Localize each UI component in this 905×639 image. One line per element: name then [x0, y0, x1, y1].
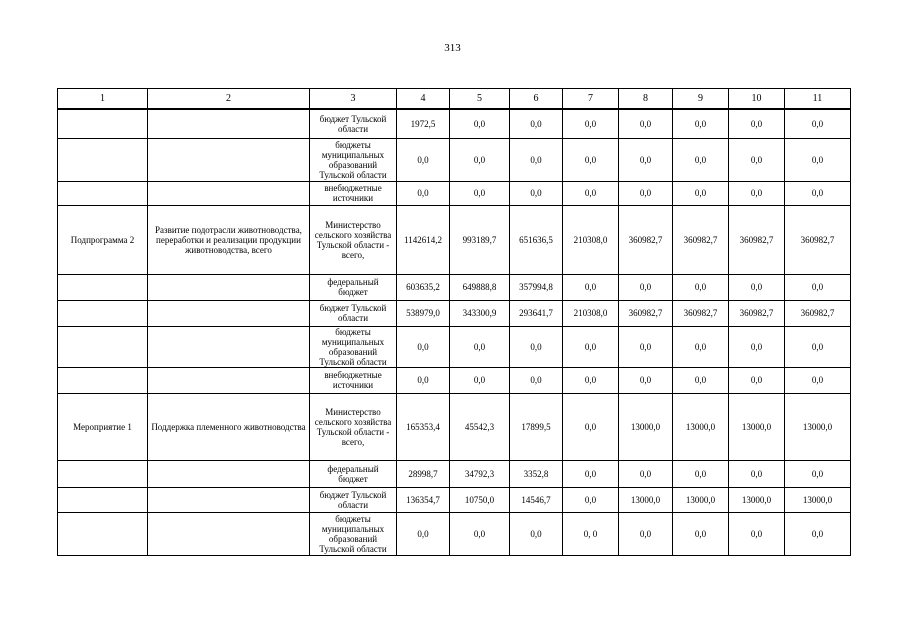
value-cell: 0,0 — [619, 138, 673, 181]
value-cell: 343300,9 — [450, 300, 510, 326]
table-row — [58, 393, 851, 460]
value-cell: 0,0 — [729, 274, 785, 300]
value-cell: 1972,5 — [397, 109, 450, 138]
value-cell: 0,0 — [510, 181, 563, 205]
value-cell: 0,0 — [619, 326, 673, 367]
header-cell: 11 — [785, 89, 851, 110]
program-cell — [58, 512, 148, 555]
header-cell: 2 — [148, 89, 310, 110]
total-cell: 360982,7 — [785, 300, 851, 326]
value-cell: 0,0 — [450, 326, 510, 367]
value-cell: 0,0 — [729, 367, 785, 393]
value-cell: 603635,2 — [397, 274, 450, 300]
description-cell: Поддержка племенного животноводства — [148, 393, 310, 460]
value-cell: 0,0 — [510, 367, 563, 393]
value-cell: 13000,0 — [729, 487, 785, 512]
value-cell: 10750,0 — [450, 487, 510, 512]
table-row — [58, 181, 851, 205]
value-cell: 651636,5 — [510, 205, 563, 274]
header-cell: 6 — [510, 89, 563, 110]
description-cell — [148, 460, 310, 487]
value-cell: 0,0 — [563, 393, 619, 460]
value-cell: 360982,7 — [673, 205, 729, 274]
program-cell — [58, 367, 148, 393]
value-cell: 13000,0 — [619, 393, 673, 460]
value-cell: 993189,7 — [450, 205, 510, 274]
value-cell: 0,0 — [619, 367, 673, 393]
value-cell: 0,0 — [563, 326, 619, 367]
value-cell: 293641,7 — [510, 300, 563, 326]
value-cell: 360982,7 — [673, 300, 729, 326]
value-cell: 0,0 — [450, 138, 510, 181]
table-row — [58, 326, 851, 367]
value-cell: 165353,4 — [397, 393, 450, 460]
description-cell — [148, 138, 310, 181]
value-cell: 13000,0 — [619, 487, 673, 512]
value-cell: 0,0 — [673, 138, 729, 181]
program-cell — [58, 300, 148, 326]
page-number: 313 — [444, 42, 461, 54]
value-cell: 360982,7 — [619, 205, 673, 274]
table-row — [58, 205, 851, 274]
value-cell: 0,0 — [673, 367, 729, 393]
value-cell: 0,0 — [397, 326, 450, 367]
total-cell: 0,0 — [785, 512, 851, 555]
value-cell: 210308,0 — [563, 300, 619, 326]
source-cell: внебюджетные источники — [310, 181, 397, 205]
source-cell: бюджеты муниципальных образований Тульской области — [310, 326, 397, 367]
value-cell: 0,0 — [450, 181, 510, 205]
source-cell: бюджеты муниципальных образований Тульской области — [310, 512, 397, 555]
value-cell: 0,0 — [729, 460, 785, 487]
header-cell: 8 — [619, 89, 673, 110]
source-cell: бюджеты муниципальных образований Тульской области — [310, 138, 397, 181]
source-cell: Министерство сельского хозяйства Тульской области - всего, — [310, 393, 397, 460]
header-cell: 4 — [397, 89, 450, 110]
header-cell: 1 — [58, 89, 148, 110]
total-cell: 13000,0 — [785, 487, 851, 512]
value-cell: 0,0 — [563, 367, 619, 393]
value-cell: 0,0 — [563, 487, 619, 512]
value-cell: 136354,7 — [397, 487, 450, 512]
header-cell: 5 — [450, 89, 510, 110]
description-cell — [148, 181, 310, 205]
value-cell: 13000,0 — [673, 393, 729, 460]
value-cell: 0,0 — [673, 181, 729, 205]
value-cell: 0, 0 — [563, 512, 619, 555]
total-cell: 0,0 — [785, 138, 851, 181]
total-cell: 0,0 — [785, 326, 851, 367]
value-cell: 14546,7 — [510, 487, 563, 512]
description-cell — [148, 512, 310, 555]
value-cell: 649888,8 — [450, 274, 510, 300]
value-cell: 538979,0 — [397, 300, 450, 326]
total-cell: 0,0 — [785, 181, 851, 205]
table-row — [58, 460, 851, 487]
source-cell: внебюджетные источники — [310, 367, 397, 393]
total-cell: 0,0 — [785, 109, 851, 138]
value-cell: 0,0 — [397, 367, 450, 393]
value-cell: 13000,0 — [673, 487, 729, 512]
value-cell: 0,0 — [673, 512, 729, 555]
value-cell: 0,0 — [510, 109, 563, 138]
source-cell: Министерство сельского хозяйства Тульской области - всего, — [310, 205, 397, 274]
value-cell: 0,0 — [729, 181, 785, 205]
value-cell: 34792,3 — [450, 460, 510, 487]
value-cell: 0,0 — [619, 274, 673, 300]
value-cell: 210308,0 — [563, 205, 619, 274]
value-cell: 45542,3 — [450, 393, 510, 460]
value-cell: 0,0 — [563, 109, 619, 138]
value-cell: 0,0 — [619, 109, 673, 138]
program-cell — [58, 460, 148, 487]
value-cell: 360982,7 — [619, 300, 673, 326]
table-row — [58, 367, 851, 393]
source-cell: бюджет Тульской области — [310, 300, 397, 326]
header-row — [58, 89, 851, 110]
value-cell: 0,0 — [450, 367, 510, 393]
value-cell: 0,0 — [450, 512, 510, 555]
description-cell — [148, 326, 310, 367]
source-cell: бюджет Тульской области — [310, 487, 397, 512]
value-cell: 28998,7 — [397, 460, 450, 487]
value-cell: 0,0 — [510, 138, 563, 181]
table-row — [58, 138, 851, 181]
value-cell: 0,0 — [397, 512, 450, 555]
total-cell: 0,0 — [785, 460, 851, 487]
description-cell — [148, 109, 310, 138]
value-cell: 0,0 — [563, 138, 619, 181]
description-cell — [148, 274, 310, 300]
value-cell: 0,0 — [729, 109, 785, 138]
description-cell — [148, 300, 310, 326]
program-cell — [58, 109, 148, 138]
table-row — [58, 109, 851, 138]
value-cell: 0,0 — [563, 274, 619, 300]
value-cell: 0,0 — [619, 181, 673, 205]
program-cell — [58, 326, 148, 367]
value-cell: 0,0 — [673, 109, 729, 138]
value-cell: 0,0 — [673, 274, 729, 300]
value-cell: 0,0 — [729, 138, 785, 181]
program-cell — [58, 274, 148, 300]
value-cell: 0,0 — [450, 109, 510, 138]
program-cell — [58, 181, 148, 205]
value-cell: 0,0 — [563, 181, 619, 205]
header-cell: 3 — [310, 89, 397, 110]
program-cell — [58, 487, 148, 512]
header-cell: 7 — [563, 89, 619, 110]
description-cell — [148, 487, 310, 512]
program-cell — [58, 138, 148, 181]
total-cell: 0,0 — [785, 274, 851, 300]
header-cell: 10 — [729, 89, 785, 110]
source-cell: федеральный бюджет — [310, 460, 397, 487]
value-cell: 0,0 — [397, 138, 450, 181]
total-cell: 0,0 — [785, 367, 851, 393]
value-cell: 0,0 — [673, 460, 729, 487]
value-cell: 0,0 — [397, 181, 450, 205]
value-cell: 3352,8 — [510, 460, 563, 487]
value-cell: 0,0 — [619, 460, 673, 487]
table-row — [58, 487, 851, 512]
source-cell: федеральный бюджет — [310, 274, 397, 300]
value-cell: 17899,5 — [510, 393, 563, 460]
value-cell: 360982,7 — [729, 300, 785, 326]
description-cell: Развитие подотрасли животноводства, переработки и реализации продукции животноводства, всего — [148, 205, 310, 274]
total-cell: 360982,7 — [785, 205, 851, 274]
program-cell: Мероприятие 1 — [58, 393, 148, 460]
value-cell: 0,0 — [729, 512, 785, 555]
value-cell: 360982,7 — [729, 205, 785, 274]
table-row — [58, 274, 851, 300]
total-cell: 13000,0 — [785, 393, 851, 460]
description-cell — [148, 367, 310, 393]
value-cell: 0,0 — [673, 326, 729, 367]
table-body — [58, 89, 851, 556]
value-cell: 0,0 — [619, 512, 673, 555]
value-cell: 1142614,2 — [397, 205, 450, 274]
source-cell: бюджет Тульской области — [310, 109, 397, 138]
value-cell: 0,0 — [563, 460, 619, 487]
program-cell: Подпрограмма 2 — [58, 205, 148, 274]
value-cell: 357994,8 — [510, 274, 563, 300]
value-cell: 13000,0 — [729, 393, 785, 460]
budget-table — [57, 88, 851, 556]
value-cell: 0,0 — [510, 326, 563, 367]
table-row — [58, 300, 851, 326]
table-row — [58, 512, 851, 555]
header-cell: 9 — [673, 89, 729, 110]
value-cell: 0,0 — [729, 326, 785, 367]
value-cell: 0,0 — [510, 512, 563, 555]
